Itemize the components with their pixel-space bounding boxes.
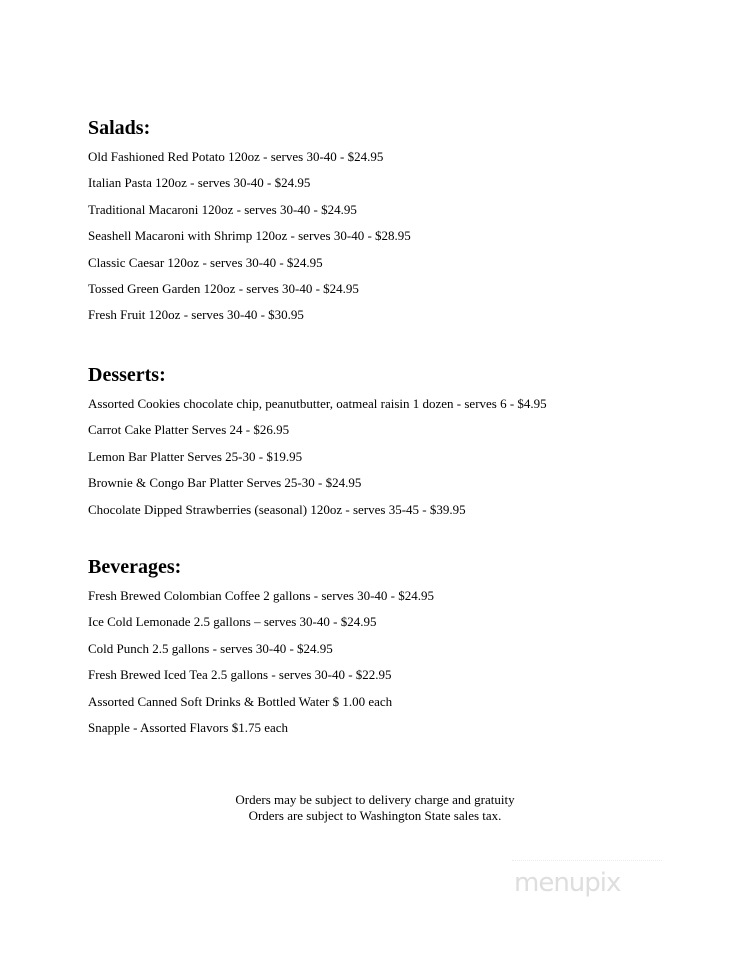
menu-item: Brownie & Congo Bar Platter Serves 25-30 - $24.95 [88, 475, 362, 491]
beverages-heading: Beverages: [88, 556, 182, 578]
menu-item: Fresh Brewed Iced Tea 2.5 gallons - serves 30-40 - $22.95 [88, 667, 392, 683]
menupix-watermark: menupix [514, 868, 621, 898]
menu-item: Chocolate Dipped Strawberries (seasonal) 120oz - serves 35-45 - $39.95 [88, 501, 466, 517]
desserts-section [88, 363, 708, 528]
beverages-section [88, 555, 708, 746]
menu-item: Seashell Macaroni with Shrimp 120oz - serves 30-40 - $28.95 [88, 228, 411, 244]
menu-item: Ice Cold Lemonade 2.5 gallons – serves 30-40 - $24.95 [88, 614, 377, 630]
menu-item: Traditional Macaroni 120oz - serves 30-40 - $24.95 [88, 201, 357, 217]
menu-item: Classic Caesar 120oz - serves 30-40 - $24.95 [88, 254, 323, 270]
menu-item: Lemon Bar Platter Serves 25-30 - $19.95 [88, 448, 303, 464]
delivery-note: Orders may be subject to delivery charge and gratuity [235, 792, 515, 807]
menu-item: Fresh Fruit 120oz - serves 30-40 - $30.95 [88, 307, 304, 323]
menu-item: Old Fashioned Red Potato 120oz - serves 30-40 - $24.95 [88, 149, 384, 164]
desserts-heading: Desserts: [88, 364, 166, 386]
watermark-divider [512, 860, 662, 862]
menu-item: Snapple - Assorted Flavors $1.75 each [88, 719, 289, 735]
salads-section [88, 116, 708, 334]
menu-item: Assorted Canned Soft Drinks & Bottled Water $ 1.00 each [88, 693, 393, 709]
salads-heading: Salads: [88, 117, 151, 139]
menu-item: Tossed Green Garden 120oz - serves 30-40 - $24.95 [88, 280, 359, 296]
menu-item: Assorted Cookies chocolate chip, peanutbutter, oatmeal raisin 1 dozen - serves 6 - $4.95 [88, 396, 547, 411]
tax-note: Orders are subject to Washington State sales tax. [248, 808, 502, 823]
menu-item: Fresh Brewed Colombian Coffee 2 gallons - serves 30-40 - $24.95 [88, 588, 435, 603]
menu-item: Italian Pasta 120oz - serves 30-40 - $24.95 [88, 175, 311, 191]
footer-notes [0, 792, 750, 824]
menu-item: Carrot Cake Platter Serves 24 - $26.95 [88, 422, 290, 438]
menu-item: Cold Punch 2.5 gallons - serves 30-40 - $24.95 [88, 640, 333, 656]
